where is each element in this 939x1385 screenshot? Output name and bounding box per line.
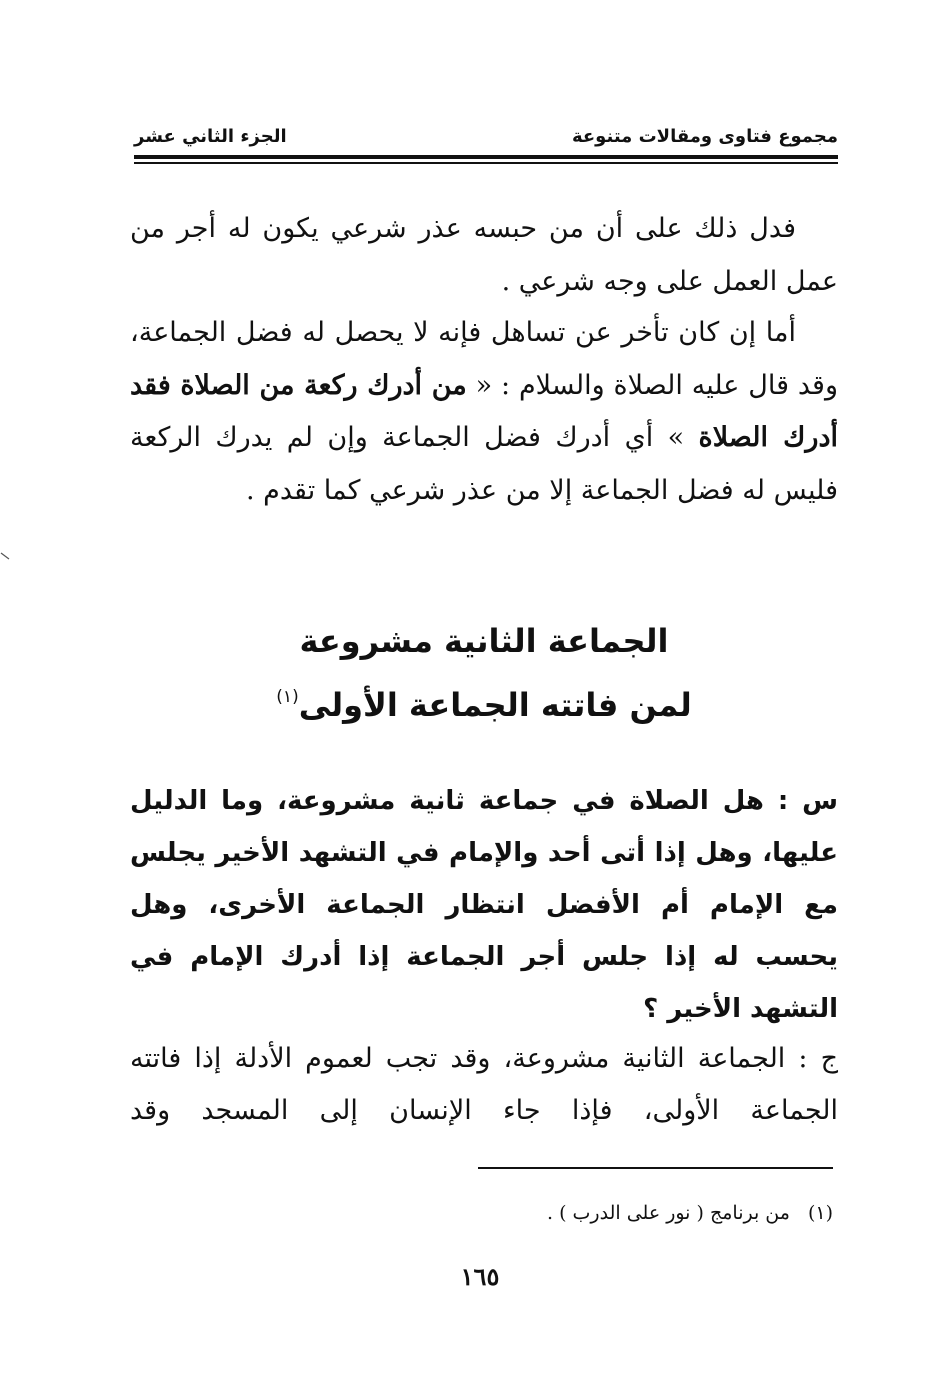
paragraph-2-end: » أي أدرك فضل الجماعة وإن لم يدرك الركعة فليس له فضل الجماعة إلا من عذر شرعي كما تقدم . <box>130 422 838 506</box>
footnote-separator <box>478 1167 833 1169</box>
paragraph-text: فدل ذلك على أن من حبسه عذر شرعي يكون له أجر من عمل العمل على وجه شرعي . <box>130 213 838 297</box>
header-rule-thin <box>134 162 838 164</box>
hadith-quote: من أدرك ركعة من الصلاة فقد أدرك الصلاة <box>130 369 838 453</box>
volume-label: الجزء الثاني عشر <box>134 126 287 147</box>
question-text: س : هل الصلاة في جماعة ثانية مشروعة، وما الدليل عليها، وهل إذا أتى أحد والإمام في التشهد الأخير يجلس مع الإمام أم الأفضل انتظار الجماعة الأخرى، وهل يحسب له إذا جلس أجر الجماعة إذا أدرك الإمام في التشهد الأخير ؟ <box>130 786 838 1024</box>
body-paragraph-1 <box>130 203 838 308</box>
section-title-line-2 <box>130 669 838 733</box>
paragraph-2-start: أما إن كان تأخر عن تساهل فإنه لا يحصل له فضل الجماعة، وقد قال عليه الصلاة والسلام : « <box>130 317 839 401</box>
footnote-reference[interactable]: (١) <box>276 687 299 707</box>
footnote-marker: (١) <box>807 1202 833 1224</box>
section-title-line-1: الجماعة الثانية مشروعة <box>299 622 669 660</box>
answer-text: ج : الجماعة الثانية مشروعة، وقد تجب لعموم الأدلة إذا فاتته الجماعة الأولى، فإذا جاء الإنسان إلى المسجد وقد <box>130 1043 838 1126</box>
margin-mark <box>0 548 12 560</box>
question-block <box>130 775 838 1035</box>
running-header <box>134 126 838 154</box>
paragraph-text <box>130 307 838 517</box>
footnote <box>547 1198 833 1228</box>
header-rule-thick <box>134 155 838 159</box>
book-title: مجموع فتاوى ومقالات متنوعة <box>571 126 838 147</box>
body-paragraph-2 <box>130 307 838 517</box>
page-number: ١٦٥ <box>460 1262 500 1291</box>
section-title-text: لمن فاتته الجماعة الأولى <box>298 686 692 724</box>
footnote-text: من برنامج ( نور على الدرب ) . <box>547 1202 790 1224</box>
answer-block <box>130 1033 838 1137</box>
